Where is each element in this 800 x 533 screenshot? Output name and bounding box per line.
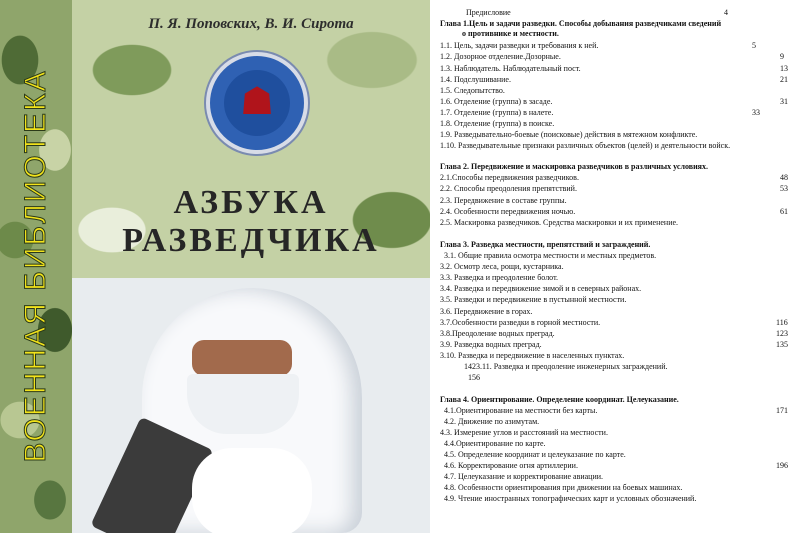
toc-line: 3.1. Общие правила осмотра местности и местных предметов. bbox=[444, 251, 657, 260]
toc-line: 1.2. Дозорное отделение.Дозорные. bbox=[440, 52, 561, 61]
emblem-center bbox=[224, 70, 290, 136]
toc-page: 171 bbox=[776, 406, 788, 415]
toc-page: 5 bbox=[752, 41, 756, 50]
toc-line: 1.7. Отделение (группа) в налете. bbox=[440, 108, 554, 117]
toc-line: 3.2. Осмотр леса, рощи, кустарника. bbox=[440, 262, 564, 271]
toc-line: 3.9. Разведка водных преград. bbox=[440, 340, 542, 349]
toc-line: Предисловие bbox=[466, 8, 511, 17]
series-title: ВОЕННАЯ БИБЛИОТЕКА bbox=[19, 69, 52, 463]
toc-line: 1.6. Отделение (группа) в засаде. bbox=[440, 97, 553, 106]
toc-line: 4.9. Чтение иностранных топографических карт и условных обозначений. bbox=[444, 494, 697, 503]
toc-line: 1.1. Цель, задачи разведки и требования к ней. bbox=[440, 41, 599, 50]
book-authors: П. Я. Поповских, В. И. Сирота bbox=[148, 16, 354, 32]
emblem-icon bbox=[206, 52, 308, 154]
toc-page: 13 bbox=[780, 64, 788, 73]
toc-line: 4.4.Ориентирование по карте. bbox=[444, 439, 546, 448]
toc-page: 123 bbox=[776, 329, 788, 338]
toc-line: 1.3. Наблюдатель. Наблюдательный пост. bbox=[440, 64, 581, 73]
toc-page: 33 bbox=[752, 108, 760, 117]
toc-line: 3.10. Разведка и передвижение в населенных пунктах. bbox=[440, 351, 625, 360]
toc-line: 3.8.Преодоление водных преград. bbox=[440, 329, 555, 338]
toc-line: 2.1.Способы передвижения разведчиков. bbox=[440, 173, 579, 182]
toc-line: 1.10. Разведывательные признаки различных объектов (целей) и деятельности войск. bbox=[440, 141, 731, 150]
toc-line: 4.1.Ориентирование на местности без карты. bbox=[444, 406, 598, 415]
book-title-line1: АЗБУКА bbox=[173, 184, 329, 221]
toc-line: 2.2. Способы преодоления препятствий. bbox=[440, 184, 577, 193]
toc-page: 48 bbox=[780, 173, 788, 182]
chapter-heading: Глава 3. Разведка местности, препятствий и заграждений. bbox=[440, 240, 651, 249]
toc-page: 61 bbox=[780, 207, 788, 216]
toc-line: 1423.11. Разведка и преодоление инженерных заграждений. bbox=[464, 362, 668, 371]
toc-page: 21 bbox=[780, 75, 788, 84]
table-of-contents bbox=[438, 2, 800, 533]
toc-line: 4.6. Корректирование огня артиллерии. bbox=[444, 461, 578, 470]
chapter-heading: о противнике и местности. bbox=[462, 29, 559, 38]
toc-line: 4.2. Движение по азимутам. bbox=[444, 417, 540, 426]
face-mask bbox=[187, 374, 299, 434]
toc-line: 1.8. Отделение (группа) в поиске. bbox=[440, 119, 555, 128]
toc-line: 3.7.Особенности разведки в горной местности. bbox=[440, 318, 601, 327]
toc-line: 4.8. Особенности ориентирования при движении на боевых машинах. bbox=[444, 483, 683, 492]
snow-camo-gear bbox=[192, 448, 312, 533]
toc-line: 4.5. Определение координат и целеуказание по карте. bbox=[444, 450, 626, 459]
chapter-heading: Глава 2. Передвижение и маскировка разведчиков в различных условиях. bbox=[440, 162, 709, 171]
toc-line: 2.3. Передвижение в составе группы. bbox=[440, 196, 567, 205]
toc-page: 31 bbox=[780, 97, 788, 106]
cover-photo bbox=[72, 278, 430, 533]
toc-line: 3.3. Разведка и преодоление болот. bbox=[440, 273, 558, 282]
toc-line: 4.7. Целеуказание и корректирование авиации. bbox=[444, 472, 604, 481]
book-cover bbox=[72, 0, 430, 533]
soldier-eyes bbox=[192, 340, 292, 376]
toc-line: 1.5. Следопытство. bbox=[440, 86, 505, 95]
toc-page: 4 bbox=[724, 8, 728, 17]
toc-line: 4.3. Измерение углов и расстояний на местности. bbox=[440, 428, 608, 437]
toc-page: 196 bbox=[776, 461, 788, 470]
chapter-heading: Глава 4. Ориентирование. Определение координат. Целеуказание. bbox=[440, 395, 679, 404]
toc-page: 9 bbox=[780, 52, 784, 61]
camouflage-sidebar bbox=[0, 0, 72, 533]
chapter-heading: Глава 1.Цель и задачи разведки. Способы добывания разведчиками сведений bbox=[440, 19, 722, 28]
toc-line: 3.6. Передвижение в горах. bbox=[440, 307, 533, 316]
double-headed-eagle-icon: ☗ bbox=[239, 81, 275, 123]
toc-line: 1.4. Подслушивание. bbox=[440, 75, 511, 84]
toc-line: 3.5. Разведки и передвижение в пустынной местности. bbox=[440, 295, 627, 304]
toc-page: 156 bbox=[468, 373, 480, 382]
toc-line: 2.4. Особенности передвижения ночью. bbox=[440, 207, 576, 216]
toc-page: 53 bbox=[780, 184, 788, 193]
toc-line: 3.4. Разведка и передвижение зимой и в северных районах. bbox=[440, 284, 642, 293]
book-title-line2: РАЗВЕДЧИКА bbox=[122, 222, 380, 259]
toc-page: 116 bbox=[776, 318, 788, 327]
toc-line: 1.9. Разведывательно-боевые (поисковые) действия в мятежном конфликте. bbox=[440, 130, 698, 139]
toc-line: 2.5. Маскировка разведчиков. Средства маскировки и их применение. bbox=[440, 218, 679, 227]
toc-page: 135 bbox=[776, 340, 788, 349]
